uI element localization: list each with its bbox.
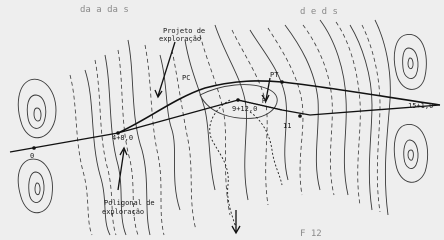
pt-marker [280, 80, 284, 84]
left-lower-hill-contours [18, 159, 52, 213]
station-0-label: 0 [30, 152, 35, 160]
projeto-label-line2: exploração [159, 35, 202, 43]
station-0-marker [32, 146, 36, 150]
poligonal-label-line2: exploração [102, 208, 145, 216]
station-11-marker [298, 114, 302, 118]
pt-label: PT [270, 71, 279, 79]
station-15-label: 15+1,0 [408, 102, 434, 110]
footer-text: F 12 [300, 229, 322, 239]
station-11-label: 11 [283, 122, 292, 130]
poligonal-label-line1: Poligonal de [104, 199, 155, 207]
left-upper-hill-contours [18, 79, 56, 138]
projeto-leader [158, 42, 175, 96]
stream-line [210, 100, 236, 228]
header-left-text: da a da s [80, 5, 129, 15]
station-4-label: 4+8,0 [112, 134, 134, 142]
station-9-marker [236, 98, 240, 102]
pc-label: PC [182, 74, 191, 82]
station-9-label: 9+12,0 [232, 105, 258, 113]
projeto-label-line1: Projeto de [163, 27, 206, 35]
projeto-curve [118, 81, 440, 133]
right-lower-hill-contours [394, 124, 427, 182]
r-mark-label: R [262, 97, 267, 105]
header-right-text: d e d s [300, 7, 338, 17]
right-upper-hill-contours [394, 34, 426, 89]
